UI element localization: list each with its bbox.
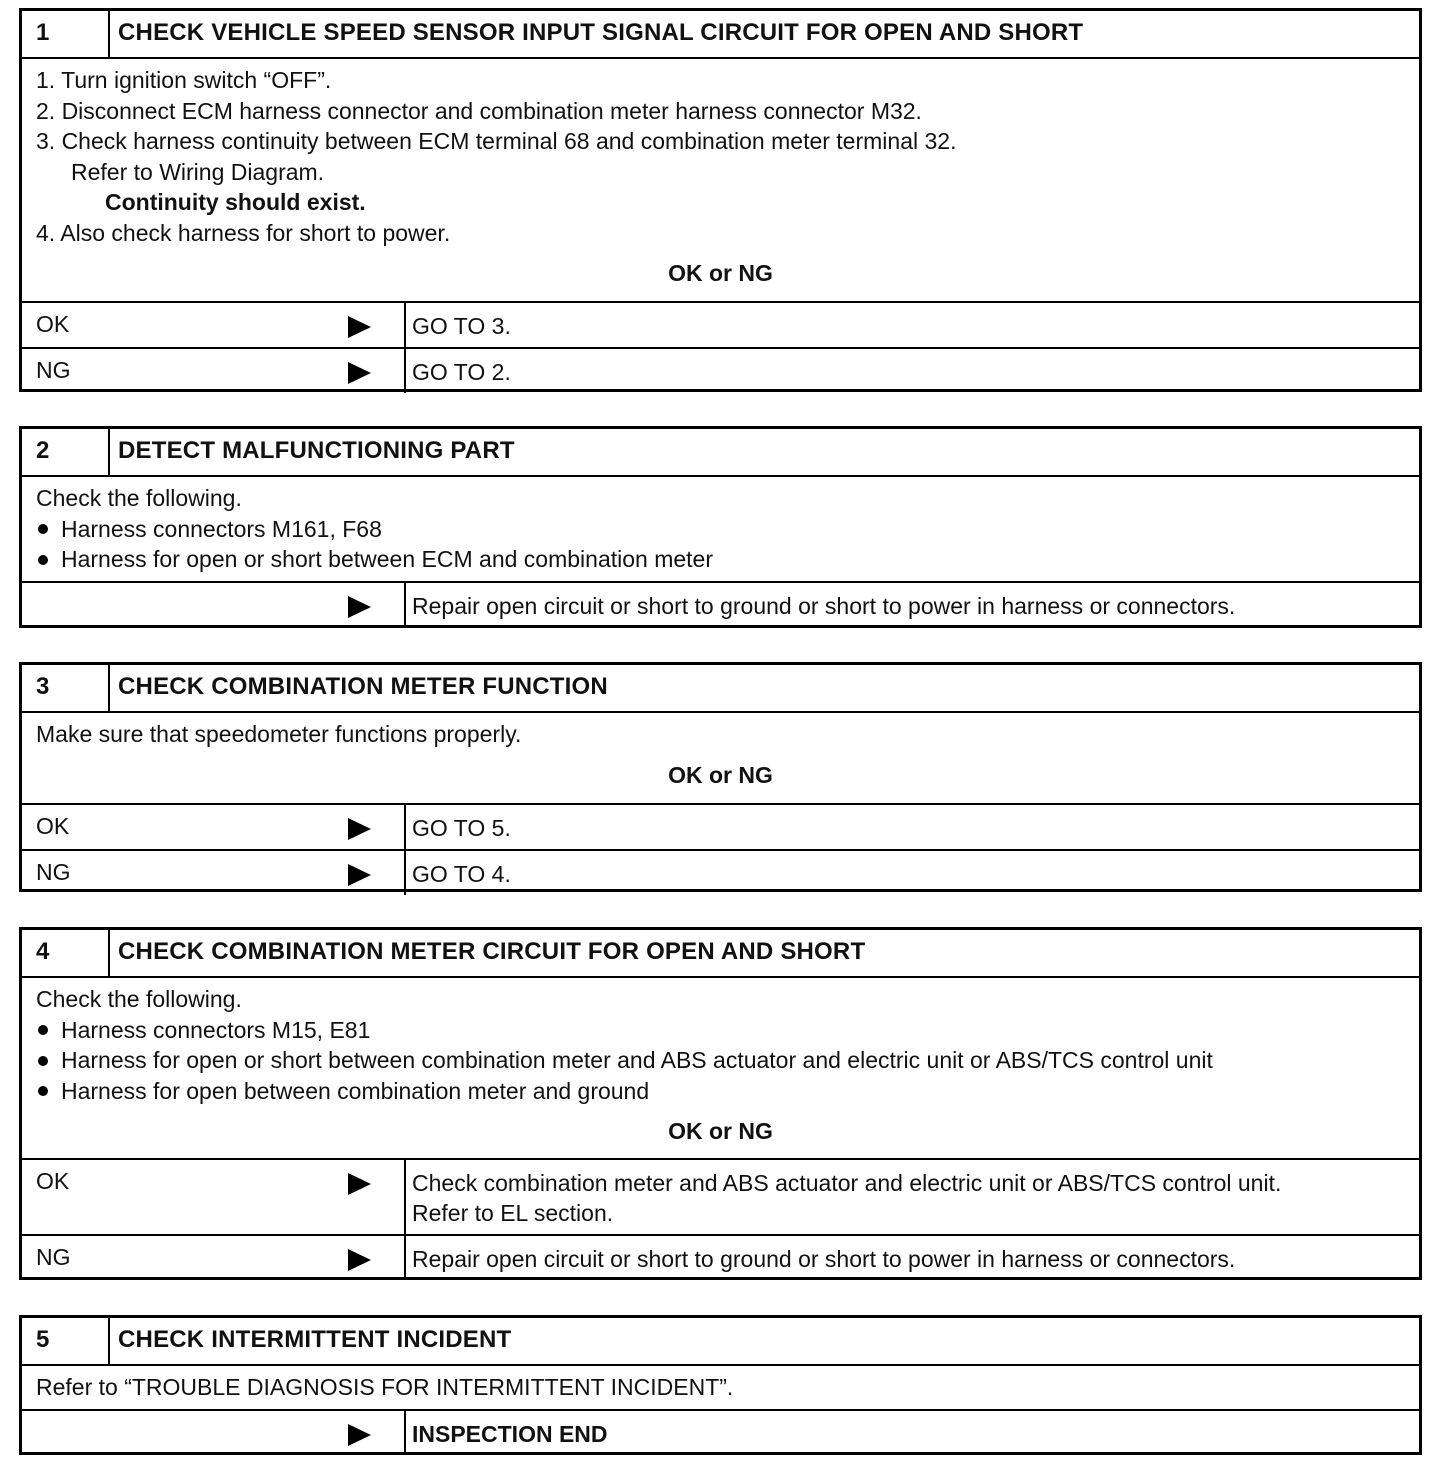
- step-header: [22, 429, 1419, 475]
- bullet-icon: [38, 524, 48, 534]
- result-action-line: Refer to EL section.: [412, 1200, 614, 1226]
- step-block-1: [19, 8, 1422, 392]
- instruction-line: Refer to Wiring Diagram.: [71, 158, 325, 185]
- bullet-item: [36, 544, 1405, 575]
- result-label: NG: [36, 1244, 71, 1270]
- instruction-line: 1. Turn ignition switch “OFF”.: [36, 67, 332, 93]
- bullet-icon: [38, 1025, 48, 1035]
- result-action: INSPECTION END: [412, 1421, 608, 1447]
- step-header: [22, 1318, 1419, 1364]
- result-label-cell: [22, 1236, 406, 1280]
- bullet-text: Harness connectors M161, F68: [61, 515, 382, 542]
- arrow-right-icon: [348, 596, 371, 618]
- step-body: [22, 475, 1419, 581]
- result-label-cell: [22, 349, 406, 393]
- result-label: NG: [36, 357, 71, 383]
- ok-or-ng-label: OK or NG: [668, 260, 773, 286]
- result-action: Repair open circuit or short to ground or short to power in harness or connectors.: [412, 1246, 1236, 1272]
- result-action: GO TO 5.: [412, 815, 511, 841]
- intro-line: Refer to “TROUBLE DIAGNOSIS FOR INTERMITTENT INCIDENT”.: [36, 1374, 734, 1400]
- result-row: [22, 849, 1419, 895]
- bullet-text: Harness for open or short between combination meter and ABS actuator and electric unit or ABS/TCS control unit: [61, 1047, 1213, 1073]
- ok-or-ng-label: OK or NG: [668, 761, 773, 788]
- result-action: Repair open circuit or short to ground or short to power in harness or connectors.: [412, 593, 1236, 619]
- bullet-text: Harness for open between combination meter and ground: [61, 1077, 650, 1104]
- result-label: NG: [36, 859, 71, 885]
- result-row: [22, 803, 1419, 849]
- step-title: CHECK COMBINATION METER CIRCUIT FOR OPEN AND SHORT: [118, 938, 866, 965]
- arrow-right-icon: [348, 362, 371, 384]
- arrow-right-icon: [348, 864, 371, 886]
- step-body: [22, 1364, 1419, 1409]
- step-number: 4: [22, 930, 110, 976]
- step-header: [22, 11, 1419, 57]
- arrow-right-icon: [348, 316, 371, 338]
- bullet-item: [36, 514, 1405, 545]
- ok-or-ng-label: OK or NG: [668, 1118, 773, 1144]
- result-label-cell: [22, 805, 406, 849]
- instruction-line: 4. Also check harness for short to power.: [36, 219, 451, 246]
- instruction-line: 3. Check harness continuity between ECM terminal 68 and combination meter terminal 32.: [36, 128, 957, 154]
- bullet-item: [36, 1076, 1405, 1107]
- instruction-line: 2. Disconnect ECM harness connector and combination meter harness connector M32.: [36, 97, 922, 124]
- arrow-right-icon: [348, 1173, 371, 1195]
- step-body: [22, 976, 1419, 1158]
- bullet-text: Harness connectors M15, E81: [61, 1016, 371, 1043]
- bullet-item: [36, 1045, 1405, 1076]
- intro-line: Make sure that speedometer functions properly.: [36, 721, 522, 747]
- bullet-icon: [38, 555, 48, 565]
- result-row: [22, 581, 1419, 627]
- step-block-5: [19, 1315, 1422, 1455]
- bullet-item: [36, 1015, 1405, 1046]
- step-title: CHECK COMBINATION METER FUNCTION: [118, 673, 608, 700]
- result-row: [22, 1158, 1419, 1234]
- arrow-right-icon: [348, 1249, 371, 1271]
- step-block-3: [19, 662, 1422, 892]
- result-row: [22, 301, 1419, 347]
- result-row: [22, 347, 1419, 393]
- step-title: CHECK VEHICLE SPEED SENSOR INPUT SIGNAL CIRCUIT FOR OPEN AND SHORT: [118, 19, 1084, 46]
- result-action: GO TO 2.: [412, 359, 511, 385]
- step-title: CHECK INTERMITTENT INCIDENT: [118, 1326, 512, 1353]
- result-action: GO TO 3.: [412, 313, 511, 339]
- result-label: OK: [36, 311, 70, 337]
- result-label-cell: [22, 583, 406, 627]
- result-label: OK: [36, 813, 70, 839]
- result-label-cell: [22, 1411, 406, 1455]
- intro-line: Check the following.: [36, 986, 242, 1012]
- intro-line: Check the following.: [36, 485, 242, 511]
- result-action-line: Check combination meter and ABS actuator and electric unit or ABS/TCS control unit.: [412, 1170, 1282, 1196]
- step-number: 2: [22, 429, 110, 475]
- result-label-cell: [22, 303, 406, 347]
- result-action: [406, 1160, 1287, 1234]
- bullet-icon: [38, 1086, 48, 1096]
- step-number: 5: [22, 1318, 110, 1364]
- result-row: [22, 1409, 1419, 1455]
- arrow-right-icon: [348, 1424, 371, 1446]
- spec-line: Continuity should exist.: [105, 189, 366, 215]
- result-label-cell: [22, 851, 406, 895]
- step-body: [22, 57, 1419, 301]
- step-number: 3: [22, 665, 110, 711]
- bullet-icon: [38, 1056, 48, 1066]
- result-row: [22, 1234, 1419, 1280]
- step-number: 1: [22, 11, 110, 57]
- step-body: [22, 711, 1419, 803]
- result-label-cell: [22, 1160, 406, 1234]
- result-action: GO TO 4.: [412, 861, 511, 887]
- step-block-4: [19, 927, 1422, 1280]
- step-title: DETECT MALFUNCTIONING PART: [118, 437, 515, 464]
- step-header: [22, 665, 1419, 711]
- step-header: [22, 930, 1419, 976]
- arrow-right-icon: [348, 818, 371, 840]
- step-block-2: [19, 426, 1422, 628]
- result-label: OK: [36, 1168, 70, 1194]
- bullet-text: Harness for open or short between ECM and combination meter: [61, 546, 713, 572]
